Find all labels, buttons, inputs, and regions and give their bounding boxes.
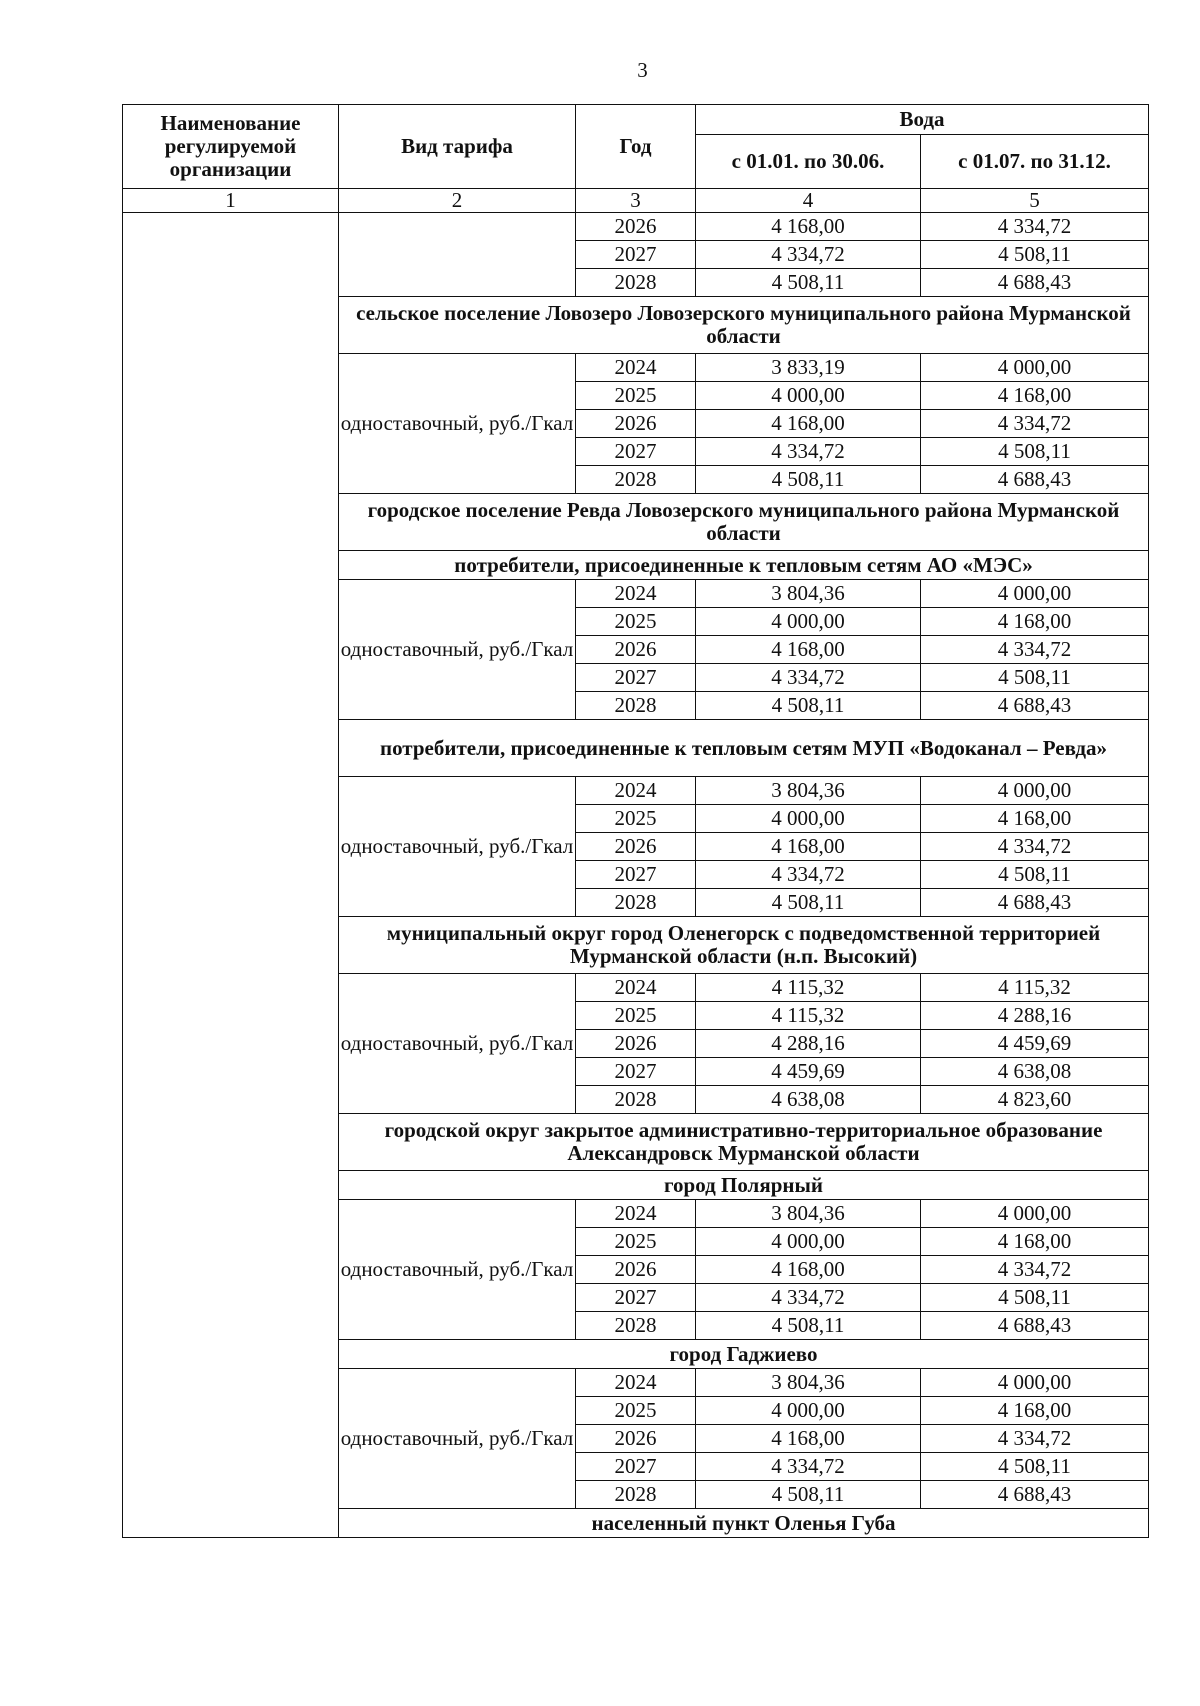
year-cell: 2027 [576,1284,696,1312]
value-cell-period-2: 4 334,72 [921,833,1149,861]
table-row [123,213,1149,241]
year-cell: 2028 [576,1481,696,1509]
value-cell-period-2: 4 508,11 [921,1453,1149,1481]
year-cell: 2028 [576,692,696,720]
year-cell: 2024 [576,777,696,805]
year-cell: 2028 [576,889,696,917]
value-cell-period-2: 4 688,43 [921,692,1149,720]
year-cell: 2024 [576,580,696,608]
tariff-type-cell: одноставочный, руб./Гкал [339,1200,576,1340]
year-cell: 2026 [576,1425,696,1453]
value-cell-period-2: 4 168,00 [921,805,1149,833]
year-cell: 2026 [576,213,696,241]
year-cell: 2027 [576,438,696,466]
section-subtitle: город Полярный [339,1171,1149,1200]
year-cell: 2025 [576,1002,696,1030]
value-cell-period-1: 4 508,11 [696,1481,921,1509]
tariff-type-cell: одноставочный, руб./Гкал [339,974,576,1114]
year-cell: 2026 [576,1030,696,1058]
value-cell-period-2: 4 000,00 [921,1200,1149,1228]
tariff-table [122,104,1149,1538]
year-cell: 2028 [576,269,696,297]
section-subtitle: потребители, присоединенные к тепловым сетям АО «МЭС» [339,551,1149,580]
value-cell-period-2: 4 334,72 [921,213,1149,241]
header-org: Наименование регулируемой организации [123,105,339,189]
year-cell: 2024 [576,1369,696,1397]
value-cell-period-2: 4 168,00 [921,1228,1149,1256]
column-number: 2 [339,189,576,213]
value-cell-period-1: 4 000,00 [696,1228,921,1256]
tariff-type-cell: одноставочный, руб./Гкал [339,580,576,720]
value-cell-period-2: 4 688,43 [921,1312,1149,1340]
value-cell-period-2: 4 334,72 [921,1256,1149,1284]
value-cell-period-1: 4 334,72 [696,241,921,269]
year-cell: 2025 [576,805,696,833]
value-cell-period-2: 4 334,72 [921,636,1149,664]
year-cell: 2027 [576,241,696,269]
value-cell-period-1: 4 334,72 [696,438,921,466]
value-cell-period-1: 4 000,00 [696,805,921,833]
year-cell: 2024 [576,974,696,1002]
value-cell-period-2: 4 688,43 [921,889,1149,917]
value-cell-period-1: 4 334,72 [696,664,921,692]
page-number: 3 [637,58,648,82]
section-title: городское поселение Ревда Ловозерского муниципального района Мурманской области [339,494,1149,551]
value-cell-period-1: 4 168,00 [696,410,921,438]
column-number: 1 [123,189,339,213]
year-cell: 2025 [576,608,696,636]
value-cell-period-2: 4 508,11 [921,664,1149,692]
year-cell: 2024 [576,1200,696,1228]
value-cell-period-1: 4 508,11 [696,269,921,297]
value-cell-period-1: 3 804,36 [696,777,921,805]
value-cell-period-2: 4 823,60 [921,1086,1149,1114]
value-cell-period-2: 4 688,43 [921,1481,1149,1509]
year-cell: 2028 [576,1086,696,1114]
value-cell-period-1: 4 168,00 [696,833,921,861]
year-cell: 2026 [576,410,696,438]
column-number: 3 [576,189,696,213]
value-cell-period-1: 4 168,00 [696,1256,921,1284]
value-cell-period-2: 4 508,11 [921,1284,1149,1312]
value-cell-period-1: 4 115,32 [696,1002,921,1030]
year-cell: 2028 [576,466,696,494]
value-cell-period-2: 4 638,08 [921,1058,1149,1086]
year-cell: 2027 [576,1058,696,1086]
value-cell-period-1: 4 334,72 [696,1453,921,1481]
value-cell-period-1: 4 508,11 [696,1312,921,1340]
value-cell-period-2: 4 508,11 [921,861,1149,889]
table-body [123,213,1149,1538]
value-cell-period-1: 4 168,00 [696,636,921,664]
section-title: город Гаджиево [339,1340,1149,1369]
value-cell-period-2: 4 508,11 [921,438,1149,466]
value-cell-period-1: 4 115,32 [696,974,921,1002]
year-cell: 2027 [576,861,696,889]
value-cell-period-1: 4 168,00 [696,213,921,241]
header-year: Год [576,105,696,189]
value-cell-period-1: 3 833,19 [696,354,921,382]
year-cell: 2028 [576,1312,696,1340]
year-cell: 2027 [576,1453,696,1481]
value-cell-period-1: 3 804,36 [696,1369,921,1397]
header-water: Вода [696,105,1149,135]
year-cell: 2026 [576,1256,696,1284]
column-number: 5 [921,189,1149,213]
value-cell-period-1: 4 000,00 [696,382,921,410]
value-cell-period-2: 4 334,72 [921,1425,1149,1453]
tariff-type-cell: одноставочный, руб./Гкал [339,354,576,494]
value-cell-period-1: 4 334,72 [696,1284,921,1312]
value-cell-period-1: 4 508,11 [696,466,921,494]
value-cell-period-1: 4 168,00 [696,1425,921,1453]
year-cell: 2026 [576,636,696,664]
header-period-1: с 01.01. по 30.06. [696,135,921,189]
value-cell-period-2: 4 508,11 [921,241,1149,269]
value-cell-period-1: 3 804,36 [696,580,921,608]
value-cell-period-2: 4 115,32 [921,974,1149,1002]
section-title: потребители, присоединенные к тепловым сетям МУП «Водоканал – Ревда» [339,720,1149,777]
value-cell-period-2: 4 000,00 [921,777,1149,805]
value-cell-period-2: 4 688,43 [921,269,1149,297]
value-cell-period-2: 4 288,16 [921,1002,1149,1030]
section-title: муниципальный округ город Оленегорск с подведомственной территорией Мурманской области (н.п. Высокий) [339,917,1149,974]
value-cell-period-1: 4 000,00 [696,1397,921,1425]
section-title: сельское поселение Ловозеро Ловозерского муниципального района Мурманской области [339,297,1149,354]
value-cell-period-2: 4 168,00 [921,382,1149,410]
year-cell: 2025 [576,1397,696,1425]
header-tariff-type: Вид тарифа [339,105,576,189]
tariff-type-cell: одноставочный, руб./Гкал [339,777,576,917]
tariff-type-cell [339,213,576,297]
value-cell-period-2: 4 168,00 [921,608,1149,636]
value-cell-period-1: 4 508,11 [696,889,921,917]
value-cell-period-2: 4 688,43 [921,466,1149,494]
year-cell: 2025 [576,1228,696,1256]
value-cell-period-1: 4 288,16 [696,1030,921,1058]
value-cell-period-1: 4 459,69 [696,1058,921,1086]
value-cell-period-2: 4 000,00 [921,354,1149,382]
value-cell-period-1: 4 508,11 [696,692,921,720]
value-cell-period-2: 4 168,00 [921,1397,1149,1425]
value-cell-period-2: 4 000,00 [921,1369,1149,1397]
value-cell-period-1: 4 638,08 [696,1086,921,1114]
year-cell: 2026 [576,833,696,861]
value-cell-period-2: 4 000,00 [921,580,1149,608]
section-title: населенный пункт Оленья Губа [339,1509,1149,1538]
column-number: 4 [696,189,921,213]
tariff-type-cell: одноставочный, руб./Гкал [339,1369,576,1509]
value-cell-period-1: 3 804,36 [696,1200,921,1228]
header-period-2: с 01.07. по 31.12. [921,135,1149,189]
org-name-cell [123,213,339,1538]
value-cell-period-1: 4 000,00 [696,608,921,636]
value-cell-period-1: 4 334,72 [696,861,921,889]
year-cell: 2024 [576,354,696,382]
value-cell-period-2: 4 459,69 [921,1030,1149,1058]
value-cell-period-2: 4 334,72 [921,410,1149,438]
year-cell: 2027 [576,664,696,692]
section-title: городской округ закрытое административно-территориальное образование Александровск Мурманской области [339,1114,1149,1171]
year-cell: 2025 [576,382,696,410]
